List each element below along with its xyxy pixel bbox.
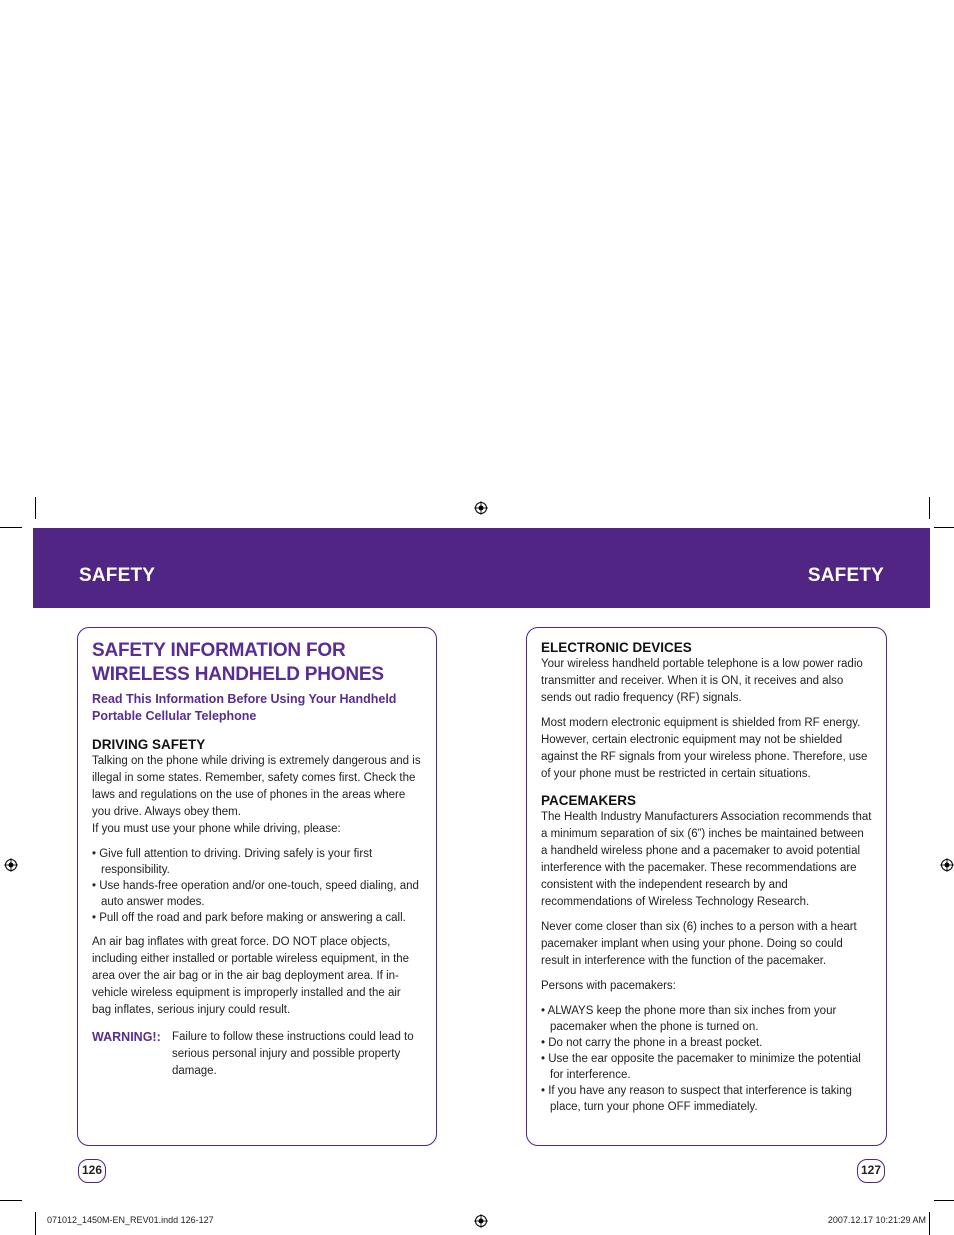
section-heading: SAFETY INFORMATION FOR WIRELESS HANDHELD PHONES bbox=[92, 640, 384, 685]
airbag-paragraph: An air bag inflates with great force. DO NOT place objects, including either installed or portable wireless equipment, in the area over the air bag or in the air bag deployment area. If in-vehicle wireless equipment is improperly installed and the air bag inflates, serious injury could result. bbox=[92, 936, 410, 1016]
registration-mark-icon bbox=[4, 858, 18, 872]
crop-mark bbox=[0, 527, 22, 528]
header-banner bbox=[33, 528, 930, 608]
warning-text: Failure to follow these instructions could lead to serious personal injury and possible property damage. bbox=[172, 1031, 414, 1077]
pacemakers-p2: Never come closer than six (6) inches to a person with a heart pacemaker implant when using your phone. Doing so could result in interference with the function of the pacemaker. bbox=[541, 921, 857, 967]
pacemaker-bullet-list bbox=[541, 1003, 872, 1115]
pacemakers-p1: The Health Industry Manufacturers Association recommends that a minimum separation of six (6”) inches be maintained between a handheld wireless phone and a pacemaker to avoid potential interference with the pacemaker. These recommendations are consistent with the independent research by and recommendations of Wireless Technology Research. bbox=[541, 811, 872, 908]
list-item: • Pull off the road and park before making or answering a call. bbox=[92, 912, 406, 924]
driving-intro: Talking on the phone while driving is extremely dangerous and is illegal in some states. Remember, safety comes first. Check the laws and regulations on the use of phones in the areas where you drive. Always obey them. bbox=[92, 755, 421, 818]
crop-mark bbox=[929, 497, 930, 519]
electronic-devices-p1: Your wireless handheld portable telephone is a low power radio transmitter and receiver. When it is ON, it receives and also sends out radio frequency (RF) signals. bbox=[541, 658, 863, 704]
footer-timestamp: 2007.12.17 10:21:29 AM bbox=[827, 1215, 926, 1225]
list-item: • Use the ear opposite the pacemaker to minimize the potential for interference. bbox=[541, 1053, 861, 1081]
list-item: • Use hands-free operation and/or one-touch, speed dialing, and auto answer modes. bbox=[92, 880, 419, 908]
pacemakers-title: PACEMAKERS bbox=[541, 793, 637, 808]
section-subheading: Read This Information Before Using Your Handheld Portable Cellular Telephone bbox=[92, 692, 397, 723]
pacemakers-p3: Persons with pacemakers: bbox=[541, 980, 676, 992]
crop-mark bbox=[0, 1200, 22, 1201]
driving-safety-title: DRIVING SAFETY bbox=[92, 737, 206, 752]
crop-mark bbox=[934, 527, 954, 528]
list-item: • ALWAYS keep the phone more than six inches from your pacemaker when the phone is turned on. bbox=[541, 1005, 837, 1033]
registration-mark-icon bbox=[940, 858, 954, 872]
page-number-right: 127 bbox=[857, 1159, 885, 1183]
crop-mark bbox=[929, 1212, 930, 1235]
left-content-panel bbox=[77, 627, 437, 1146]
electronic-devices-p2: Most modern electronic equipment is shielded from RF energy. However, certain electronic equipment may not be shielded against the RF signals from your wireless phone. Therefore, use of your phone must be restricted in certain situations. bbox=[541, 717, 868, 780]
driving-bullet-list bbox=[92, 846, 422, 926]
driving-intro-2: If you must use your phone while driving, please: bbox=[92, 823, 341, 835]
crop-mark bbox=[934, 1200, 954, 1201]
list-item: • Give full attention to driving. Driving safely is your first responsibility. bbox=[92, 848, 373, 876]
warning-label: WARNING!: bbox=[92, 1030, 161, 1044]
crop-mark bbox=[35, 497, 36, 519]
warning-block bbox=[92, 1029, 422, 1080]
registration-mark-icon bbox=[474, 501, 488, 515]
footer-file-info: 071012_1450M-EN_REV01.indd 126-127 bbox=[47, 1215, 214, 1225]
left-page-title: SAFETY bbox=[79, 565, 156, 586]
right-page-title: SAFETY bbox=[807, 565, 884, 586]
page-number-left: 126 bbox=[78, 1159, 106, 1183]
right-content-panel bbox=[526, 627, 887, 1146]
list-item: • Do not carry the phone in a breast pocket. bbox=[541, 1037, 763, 1049]
registration-mark-icon bbox=[474, 1214, 488, 1228]
electronic-devices-title: ELECTRONIC DEVICES bbox=[541, 640, 692, 655]
crop-mark bbox=[35, 1212, 36, 1235]
list-item: • If you have any reason to suspect that interference is taking place, turn your phone OFF immediately. bbox=[541, 1085, 852, 1113]
